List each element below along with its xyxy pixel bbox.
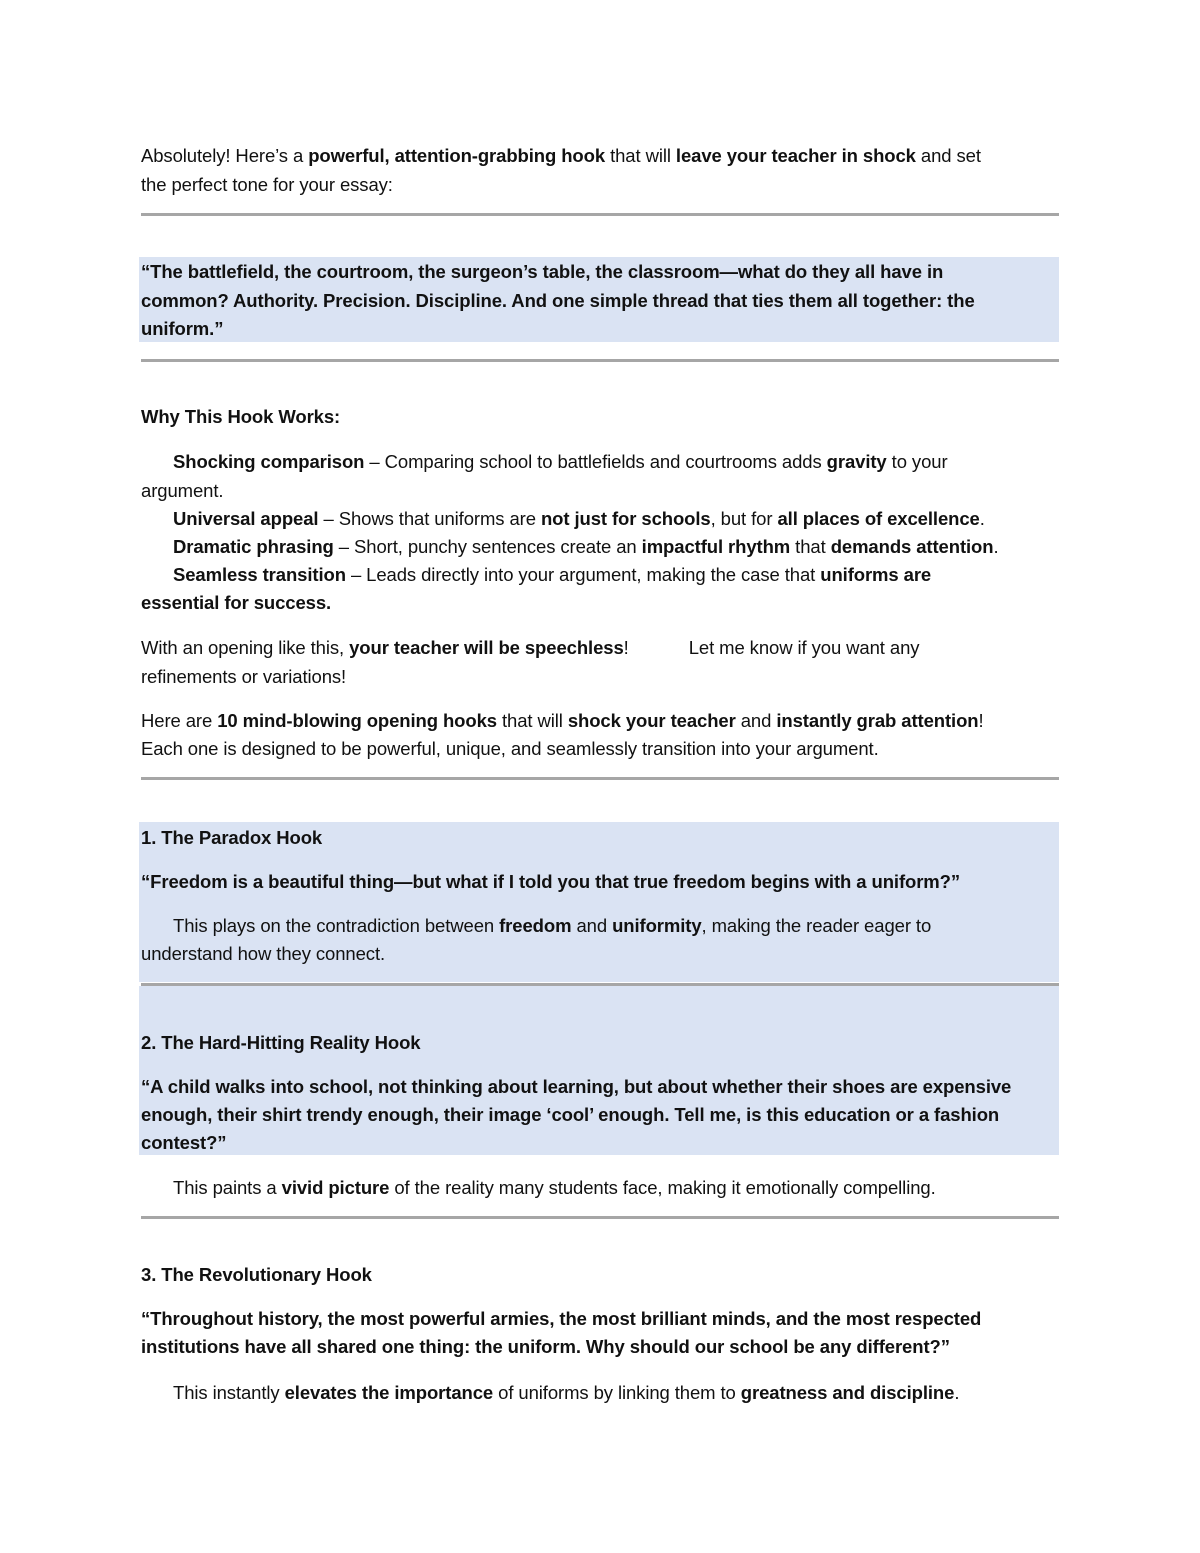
divider [141,1216,1059,1219]
why-point-1-cont: argument. [141,480,224,501]
note-bold: elevates the importance [284,1382,494,1403]
point-bold: all places of excellence [777,508,980,529]
ten-bold: 10 mind-blowing opening hooks [217,710,497,731]
point-bold: essential for success. [141,592,332,613]
hook-2-quote-2 [141,1103,1059,1127]
main-hook-text: common? Authority. Precision. Discipline. And one simple thread that ties them all together: the [141,290,975,311]
why-heading-text: Why This Hook Works: [141,406,341,427]
note-bold: freedom [499,915,572,936]
note-text: This plays on the contradiction between [173,915,500,936]
note-text: . [954,1382,960,1403]
hook-quote-text: contest?” [141,1132,227,1153]
ten-text: ! [978,710,984,731]
point-bold: demands attention [830,536,994,557]
closing-text: With an opening like this, [141,637,350,658]
ten-hooks-line-1 [141,709,1059,733]
why-point-4 [173,563,1059,587]
ten-text: that will [496,710,568,731]
note-text: , making the reader eager to [701,915,932,936]
why-point-4-cont [141,591,1059,615]
intro-bold: powerful, attention-grabbing hook [308,145,606,166]
point-label: Universal appeal [173,508,319,529]
hook-3-quote-2 [141,1335,1059,1359]
point-text: to your [886,451,948,472]
hook-3-title [141,1263,1059,1287]
point-label: Shocking comparison [173,451,365,472]
point-text: , but for [710,508,778,529]
hook-title-text: 3. The Revolutionary Hook [141,1264,372,1285]
hook-2-quote-1 [141,1075,1059,1099]
hook-title-text: 1. The Paradox Hook [141,827,323,848]
ten-bold: shock your teacher [567,710,736,731]
ten-hooks-line-2: Each one is designed to be powerful, unique, and seamlessly transition into your argument. [141,738,879,759]
point-text: – Short, punchy sentences create an [333,536,642,557]
intro-text: that will [605,145,676,166]
note-bold: greatness and discipline [740,1382,955,1403]
note-text: of the reality many students face, making it emotionally compelling. [389,1177,936,1198]
why-heading [141,405,1059,429]
main-hook-line-3 [141,317,1059,341]
intro-text: and set [915,145,981,166]
main-hook-line-2 [141,289,1059,313]
hook-quote-text: enough, their shirt trendy enough, their image ‘cool’ enough. Tell me, is this education or a fashion [141,1104,1000,1125]
why-point-2 [173,507,1059,531]
point-text: – Shows that uniforms are [318,508,541,529]
hook-2-background [139,986,1059,1155]
note-bold: uniformity [612,915,702,936]
point-text: . [993,536,999,557]
hook-1-title [141,826,1059,850]
note-text: This instantly [173,1382,285,1403]
hook-quote-text: “Freedom is a beautiful thing—but what if I told you that true freedom begins with a uniform?” [141,871,960,892]
note-text: and [571,915,613,936]
ten-text: Here are [141,710,218,731]
point-text: . [979,508,985,529]
closing-text: ! [623,637,629,658]
closing-line-1 [141,636,1059,660]
hook-2-quote-3 [141,1131,1059,1155]
intro-text: Absolutely! Here’s a [141,145,309,166]
point-label: Dramatic phrasing [173,536,334,557]
divider [141,359,1059,362]
ten-bold: instantly grab attention [776,710,979,731]
closing-bold: your teacher will be speechless [349,637,624,658]
note-bold: vivid picture [281,1177,390,1198]
hook-1-note [173,914,1059,938]
point-text: that [790,536,831,557]
hook-quote-text: institutions have all shared one thing: the uniform. Why should our school be any different?” [141,1336,950,1357]
point-bold: uniforms are [820,564,932,585]
why-point-1 [173,450,1059,474]
hook-3-quote-1 [141,1307,1059,1331]
hook-3-note [173,1381,1059,1405]
main-hook-text: “The battlefield, the courtroom, the surgeon’s table, the classroom—what do they all have in [141,261,944,282]
closing-text: Let me know if you want any [688,637,920,658]
hook-1-note-cont: understand how they connect. [141,943,386,964]
why-point-3 [173,535,1059,559]
divider [141,777,1059,780]
point-bold: not just for schools [540,508,711,529]
intro-line-2: the perfect tone for your essay: [141,174,393,195]
intro-line-1 [141,144,1059,168]
note-text: This paints a [173,1177,282,1198]
closing-line-2: refinements or variations! [141,666,347,687]
divider [141,213,1059,216]
point-text: – Leads directly into your argument, making the case that [345,564,821,585]
point-bold: impactful rhythm [641,536,791,557]
hook-1-quote [141,870,1059,894]
hook-2-note [173,1176,1059,1200]
main-hook-line-1 [141,260,1059,284]
main-hook-text: uniform.” [141,318,224,339]
point-bold: gravity [826,451,887,472]
point-label: Seamless transition [173,564,346,585]
point-text: – Comparing school to battlefields and courtrooms adds [364,451,827,472]
hook-quote-text: “Throughout history, the most powerful armies, the most brilliant minds, and the most respected [141,1308,982,1329]
hook-title-text: 2. The Hard-Hitting Reality Hook [141,1032,421,1053]
ten-text: and [735,710,777,731]
note-text: of uniforms by linking them to [493,1382,741,1403]
intro-bold: leave your teacher in shock [675,145,916,166]
hook-quote-text: “A child walks into school, not thinking about learning, but about whether their shoes are expensive [141,1076,1012,1097]
hook-2-title [141,1031,1059,1055]
